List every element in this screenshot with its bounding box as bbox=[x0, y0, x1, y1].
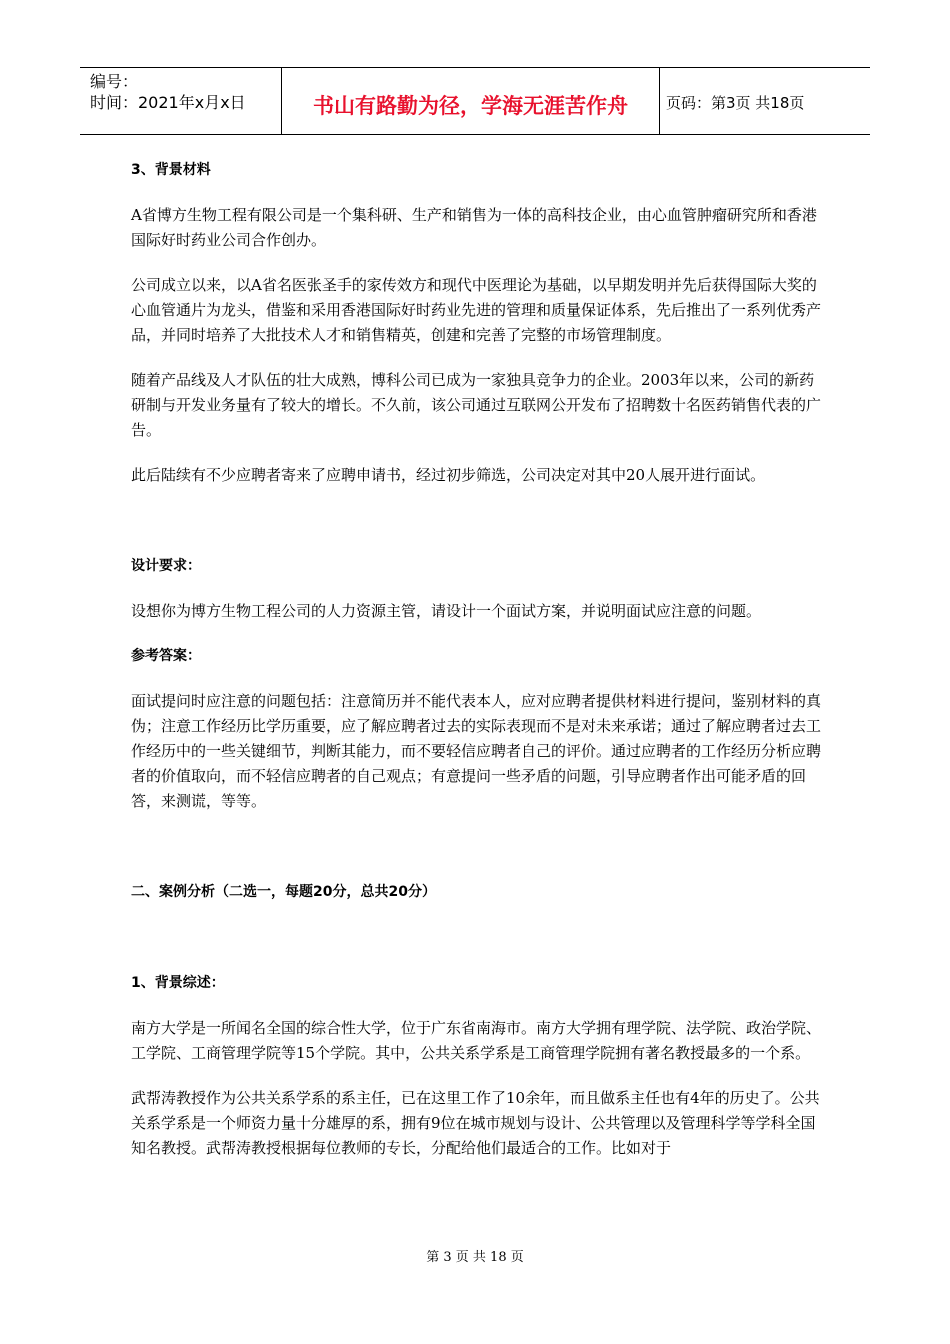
paragraph: 设想你为博方生物工程公司的人力资源主管，请设计一个面试方案，并说明面试应注意的问题。 bbox=[131, 602, 762, 620]
document-date-label: 时间：2021年x月x日 bbox=[90, 93, 246, 112]
section-heading: 二、案例分析（二选一，每题20分，总共20分） bbox=[131, 884, 436, 900]
section-heading: 3、背景材料 bbox=[131, 162, 211, 178]
page-header bbox=[80, 67, 870, 135]
header-meta bbox=[80, 68, 282, 134]
paragraph: 武帮涛教授作为公共关系学系的系主任，已在这里工作了10余年，而且做系主任也有4年的历史了。公共关系学系是一个师资力量十分雄厚的系，拥有9位在城市规划与设计、公共管理以及管理科学等学科全国知名教授。武帮涛教授根据每位教师的专长，分配给他们最适合的工作。比如对于 bbox=[131, 1089, 820, 1157]
paragraph: 公司成立以来，以A省名医张圣手的家传效方和现代中医理论为基础，以早期发明并先后获得国际大奖的心血管通片为龙头，借鉴和采用香港国际好时药业先进的管理和质量保证体系，先后推出了一系列优秀产品，并同时培养了大批技术人才和销售精英，创建和完善了完整的市场管理制度。 bbox=[131, 276, 822, 344]
header-page-info: 页码：第3页 共18页 bbox=[666, 93, 805, 112]
section-heading: 设计要求： bbox=[131, 558, 201, 574]
paragraph: 面试提问时应注意的问题包括：注意简历并不能代表本人，应对应聘者提供材料进行提问，鉴别材料的真伪；注意工作经历比学历重要，应了解应聘者过去的实际表现而不是对未来承诺；通过了解应聘者过去工作经历中的一些关键细节，判断其能力，而不要轻信应聘者自己的评价。通过应聘者的工作经历分析应聘者的价值取向，而不轻信应聘者的自己观点；有意提问一些矛盾的问题，引导应聘者作出可能矛盾的回答，来测谎，等等。 bbox=[131, 692, 822, 810]
paragraph: 南方大学是一所闻名全国的综合性大学，位于广东省南海市。南方大学拥有理学院、法学院、政治学院、工学院、工商管理学院等15个学院。其中，公共关系学系是工商管理学院拥有著名教授最多的一个系。 bbox=[131, 1019, 822, 1062]
header-motto: 书山有路勤为径，学海无涯苦作舟 bbox=[282, 68, 660, 134]
document-body bbox=[131, 158, 821, 1161]
document-number-label: 编号： bbox=[90, 72, 139, 91]
paragraph: 随着产品线及人才队伍的壮大成熟，博科公司已成为一家独具竞争力的企业。2003年以来，公司的新药研制与开发业务量有了较大的增长。不久前，该公司通过互联网公开发布了招聘数十名医药销售代表的广告。 bbox=[131, 371, 822, 439]
paragraph: 此后陆续有不少应聘者寄来了应聘申请书，经过初步筛选，公司决定对其中20人展开进行面试。 bbox=[131, 466, 766, 484]
page-footer: 第 3 页 共 18 页 bbox=[426, 1250, 524, 1265]
paragraph: A省博方生物工程有限公司是一个集科研、生产和销售为一体的高科技企业，由心血管肿瘤研究所和香港国际好时药业公司合作创办。 bbox=[131, 206, 817, 249]
section-heading: 参考答案： bbox=[131, 648, 201, 664]
section-heading: 1、背景综述： bbox=[131, 975, 225, 991]
